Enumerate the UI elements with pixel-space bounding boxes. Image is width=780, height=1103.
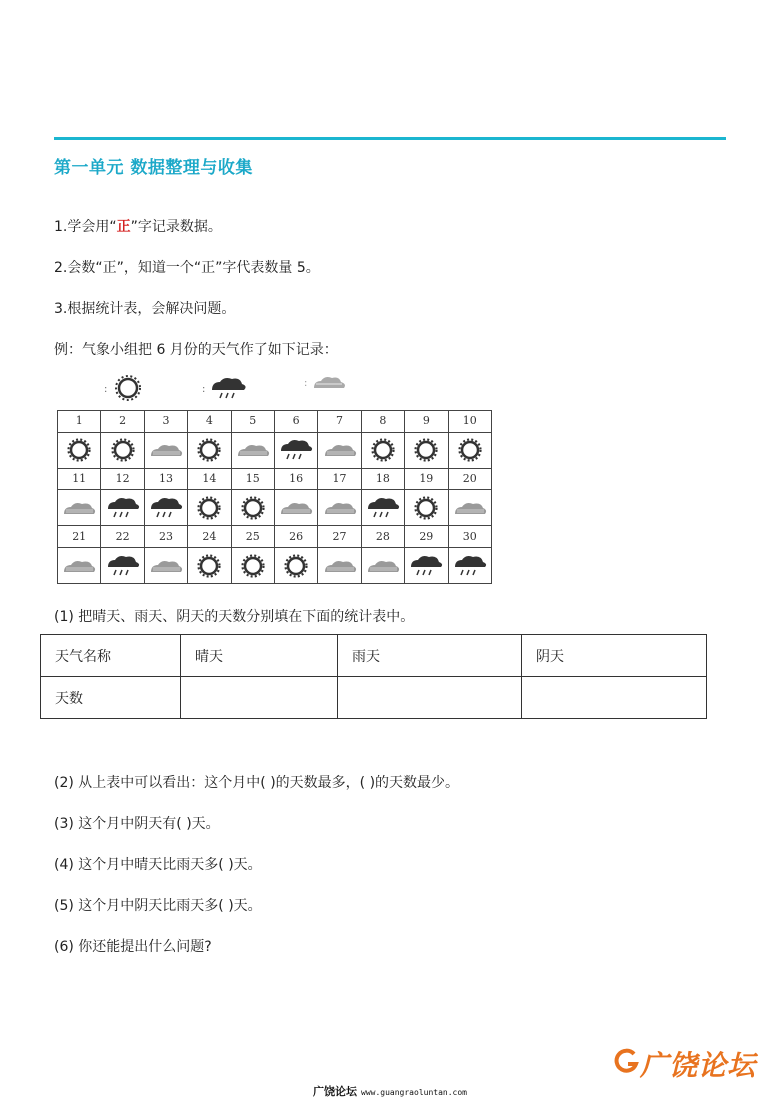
statistics-table <box>40 634 707 719</box>
weather-day-number: 12 <box>101 468 144 490</box>
weather-day-number: 5 <box>231 411 274 433</box>
weather-icon-row <box>58 548 492 584</box>
goal-2: 2.会数“正”，知道一个“正”字代表数量 5。 <box>54 260 320 276</box>
goal-3: 3.根据统计表，会解决问题。 <box>54 301 236 317</box>
weather-table <box>57 410 492 584</box>
stat-header-cell: 雨天 <box>338 635 522 677</box>
cloudy-icon <box>144 548 187 584</box>
sunny-icon <box>405 432 448 468</box>
goal-1-highlight: 正 <box>116 219 131 235</box>
sunny-icon <box>101 432 144 468</box>
weather-day-number: 24 <box>188 526 231 548</box>
stat-answer-cell-rainy[interactable] <box>338 677 522 719</box>
weather-day-number: 21 <box>58 526 101 548</box>
forum-logo-text: 广饶论坛 <box>640 1049 757 1082</box>
weather-icon-row <box>58 432 492 468</box>
sunny-icon <box>188 432 231 468</box>
weather-day-number: 28 <box>361 526 404 548</box>
sunny-icon <box>274 548 317 584</box>
stat-header-row <box>41 635 707 677</box>
sunny-icon <box>405 490 448 526</box>
goal-1-suffix: ”字记录数据。 <box>130 219 222 235</box>
cloudy-icon <box>318 432 361 468</box>
weather-day-number: 20 <box>448 468 491 490</box>
cloudy-icon <box>448 490 491 526</box>
svg-text::: : <box>104 384 108 395</box>
stat-header-cell: 阴天 <box>522 635 707 677</box>
rainy-icon <box>144 490 187 526</box>
rainy-icon <box>361 490 404 526</box>
weather-day-number: 26 <box>274 526 317 548</box>
weather-day-number: 6 <box>274 411 317 433</box>
weather-icon-row <box>58 490 492 526</box>
weather-day-number: 8 <box>361 411 404 433</box>
cloudy-icon <box>58 548 101 584</box>
weather-day-number: 25 <box>231 526 274 548</box>
sunny-icon <box>58 432 101 468</box>
page-footer <box>0 1083 780 1099</box>
stat-header-cell: 晴天 <box>181 635 338 677</box>
cloudy-icon <box>144 432 187 468</box>
weather-day-number: 13 <box>144 468 187 490</box>
weather-day-row <box>58 411 492 433</box>
sunny-icon <box>361 432 404 468</box>
forum-logo-icon <box>612 1046 642 1076</box>
sunny-icon <box>231 490 274 526</box>
weather-day-number: 4 <box>188 411 231 433</box>
stat-row-label: 天数 <box>41 677 181 719</box>
stat-answer-cell-sunny[interactable] <box>181 677 338 719</box>
cloudy-icon <box>318 490 361 526</box>
weather-day-number: 19 <box>405 468 448 490</box>
weather-day-number: 11 <box>58 468 101 490</box>
rainy-icon <box>448 548 491 584</box>
question-4: (4) 这个月中晴天比雨天多( )天。 <box>54 857 262 873</box>
rainy-icon <box>274 432 317 468</box>
weather-day-number: 3 <box>144 411 187 433</box>
sunny-icon <box>188 490 231 526</box>
rainy-icon <box>101 490 144 526</box>
weather-day-number: 15 <box>231 468 274 490</box>
question-5: (5) 这个月中阴天比雨天多( )天。 <box>54 898 262 914</box>
weather-record-grid <box>57 410 492 584</box>
svg-text::: : <box>304 378 308 389</box>
footer-url: www.guangraoluntan.com <box>361 1088 467 1097</box>
cloudy-icon <box>231 432 274 468</box>
goal-1 <box>54 216 222 236</box>
weather-day-number: 10 <box>448 411 491 433</box>
goal-1-prefix: 1.学会用“ <box>54 219 117 235</box>
weather-day-row <box>58 468 492 490</box>
weather-day-number: 18 <box>361 468 404 490</box>
cloudy-icon <box>304 377 345 389</box>
weather-day-number: 14 <box>188 468 231 490</box>
cloudy-icon <box>318 548 361 584</box>
weather-day-number: 9 <box>405 411 448 433</box>
question-1: (1) 把晴天、雨天、阴天的天数分别填在下面的统计表中。 <box>54 609 415 625</box>
sunny-icon <box>231 548 274 584</box>
cloudy-icon <box>274 490 317 526</box>
weather-day-number: 27 <box>318 526 361 548</box>
footer-site-name: 广饶论坛 <box>313 1085 358 1098</box>
sunny-icon <box>104 376 140 400</box>
svg-text::: : <box>202 384 206 395</box>
weather-day-number: 23 <box>144 526 187 548</box>
heading-rule <box>54 137 726 140</box>
sunny-icon <box>188 548 231 584</box>
weather-day-number: 2 <box>101 411 144 433</box>
weather-day-number: 30 <box>448 526 491 548</box>
stat-answer-cell-cloudy[interactable] <box>522 677 707 719</box>
weather-day-number: 29 <box>405 526 448 548</box>
stat-count-row <box>41 677 707 719</box>
rainy-icon <box>101 548 144 584</box>
weather-day-number: 16 <box>274 468 317 490</box>
stat-header-cell: 天气名称 <box>41 635 181 677</box>
example-intro: 例：气象小组把 6 月份的天气作了如下记录： <box>54 342 338 358</box>
weather-day-number: 17 <box>318 468 361 490</box>
rainy-icon <box>202 378 246 398</box>
cloudy-icon <box>58 490 101 526</box>
weather-day-row <box>58 526 492 548</box>
question-3: (3) 这个月中阴天有( )天。 <box>54 816 220 832</box>
rainy-icon <box>405 548 448 584</box>
weather-day-number: 7 <box>318 411 361 433</box>
weather-legend <box>100 374 400 404</box>
cloudy-icon <box>361 548 404 584</box>
page-title: 第一单元 数据整理与收集 <box>54 158 253 178</box>
weather-day-number: 1 <box>58 411 101 433</box>
weather-day-number: 22 <box>101 526 144 548</box>
question-6: (6) 你还能提出什么问题? <box>54 939 212 955</box>
question-2: (2) 从上表中可以看出：这个月中( )的天数最多，( )的天数最少。 <box>54 775 460 791</box>
sunny-icon <box>448 432 491 468</box>
